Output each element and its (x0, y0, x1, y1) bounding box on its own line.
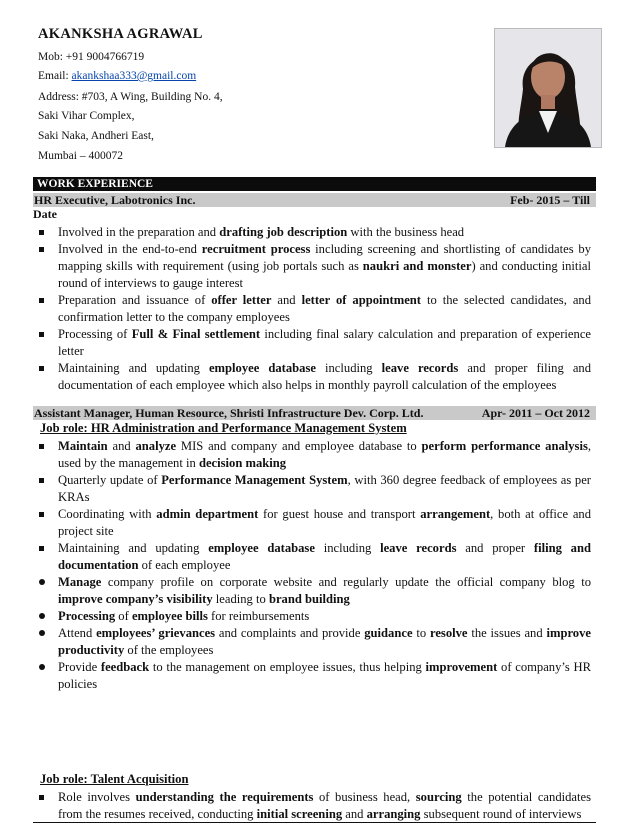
text: , with 360 degree feedback of employees as per KRAs (58, 473, 591, 504)
text: for guest house and transport (258, 507, 421, 521)
text: and proper filing and documentation of each employee which also helps in monthly payroll calculation of the employees (58, 361, 592, 392)
job-2-bullet (33, 608, 591, 625)
job-1-responsibilities (33, 224, 591, 394)
bold-text: perform performance analysis (421, 439, 588, 453)
text: leading to (212, 592, 269, 606)
bold-text: arranging (366, 807, 421, 821)
text: and proper (456, 541, 534, 555)
email-link[interactable]: akankshaa333@gmail.com (71, 70, 197, 82)
text: and complaints and provide (215, 626, 365, 640)
talent-acquisition-role: Job role: Talent Acquisition (40, 772, 189, 786)
text: Maintaining and updating (58, 361, 209, 375)
bold-text: filing and documentation (58, 541, 591, 572)
text: to the selected candidates, and confirmation letter to the company employees (58, 293, 591, 324)
bold-text: recruitment process (201, 242, 311, 256)
bold-text: decision making (198, 456, 287, 470)
bold-text: letter of appointment (301, 293, 421, 307)
job-1-dates-continued: Date (33, 207, 57, 221)
job-2-role: Job role: HR Administration and Performance Management System (40, 421, 407, 435)
bold-text: Performance Management System (161, 473, 348, 487)
bold-text: understanding the requirements (135, 790, 314, 804)
bold-text: guidance (364, 626, 413, 640)
job-2-title: Assistant Manager, Human Resource, Shristi Infrastructure Dev. Corp. Ltd. (34, 406, 424, 420)
email-label: Email: (38, 70, 72, 82)
candidate-name: AKANKSHA AGRAWAL (38, 26, 203, 42)
text: of the employees (124, 643, 214, 657)
mobile-number: Mob: +91 9004766719 (38, 51, 145, 63)
job-2-bullet (33, 659, 591, 693)
bold-text: improvement (425, 660, 498, 674)
text: Maintaining and updating (58, 541, 209, 555)
text: Preparation and issuance of (58, 293, 212, 307)
job-2-header (33, 406, 596, 420)
bold-text: employee database (208, 361, 316, 375)
bold-text: feedback (100, 660, 150, 674)
talent-acquisition-responsibilities (33, 789, 591, 823)
text: and (107, 439, 136, 453)
talent-acquisition-bullet (33, 789, 591, 823)
text: Attend (58, 626, 97, 640)
text: of (115, 609, 132, 623)
bold-text: brand building (268, 592, 350, 606)
bold-text: Processing (58, 609, 116, 623)
profile-photo (494, 28, 602, 148)
job-1-header (33, 193, 596, 207)
bold-text: naukri and monster (362, 259, 472, 273)
bold-text: employee database (208, 541, 315, 555)
text: with the business head (347, 225, 465, 239)
bold-text: leave records (381, 361, 459, 375)
bold-text: analyze (135, 439, 177, 453)
bold-text: improve company’s visibility (58, 592, 213, 606)
text: subsequent round of interviews (420, 807, 582, 821)
text: to the management on employee issues, thus helping (149, 660, 426, 674)
job-1-bullet (33, 292, 591, 326)
job-1-title: HR Executive, Labotronics Inc. (34, 193, 196, 207)
bold-text: employees’ grievances (96, 626, 216, 640)
email-line (38, 70, 196, 82)
text: , used by the management in (58, 439, 591, 470)
job-2-bullet (33, 438, 591, 472)
bold-text: arrangement (420, 507, 491, 521)
bold-text: drafting job description (219, 225, 348, 239)
bold-text: sourcing (415, 790, 462, 804)
job-1-bullet (33, 224, 591, 241)
work-experience-heading: WORK EXPERIENCE (33, 177, 596, 191)
text: including (314, 541, 381, 555)
job-2-bullet (33, 574, 591, 608)
text: including screening and shortlisting of candidates by mapping skills with requirement (using job portals such as (58, 242, 592, 273)
text: the potential candidates from the resumes received, conducting (58, 790, 591, 821)
job-1-bullet (33, 241, 591, 292)
text: including (315, 361, 382, 375)
text: Involved in the end-to-end (58, 242, 202, 256)
job-2-bullet (33, 506, 591, 540)
text: Quarterly update of (58, 473, 162, 487)
bold-text: Maintain (58, 439, 108, 453)
text: Coordinating with (58, 507, 157, 521)
text: , both at office and project site (58, 507, 591, 538)
text: of company’s HR policies (58, 660, 591, 691)
text: the issues and (467, 626, 547, 640)
address-line-4: Mumbai – 400072 (38, 150, 123, 162)
job-2-bullet (33, 540, 591, 574)
job-1-bullet (33, 326, 591, 360)
job-2-bullet (33, 472, 591, 506)
text: including final salary calculation and preparation of experience letter (58, 327, 592, 358)
bold-text: improve productivity (58, 626, 591, 657)
text: Role involves (58, 790, 136, 804)
text: company profile on corporate website and regularly update the official company blog to (101, 575, 591, 589)
text: of business head, (313, 790, 416, 804)
divider (33, 822, 596, 823)
text: and (342, 807, 367, 821)
text: of each employee (138, 558, 231, 572)
bold-text: resolve (429, 626, 468, 640)
text: ) and conducting initial round of interviews to gauge interest (58, 259, 591, 290)
text: Involved in the preparation and (58, 225, 220, 239)
bold-text: employee bills (131, 609, 208, 623)
job-2-dates: Apr- 2011 – Oct 2012 (481, 406, 590, 420)
job-1-bullet (33, 360, 591, 394)
text: Provide (58, 660, 101, 674)
job-1-dates: Feb- 2015 – Till (510, 193, 590, 207)
bold-text: offer letter (211, 293, 272, 307)
bold-text: initial screening (256, 807, 343, 821)
job-2-responsibilities (33, 438, 591, 693)
text: MIS and company and employee database to (176, 439, 422, 453)
address-line-1: Address: #703, A Wing, Building No. 4, (38, 91, 223, 103)
job-2-bullet (33, 625, 591, 659)
text: Processing of (58, 327, 132, 341)
bold-text: Manage (58, 575, 102, 589)
bold-text: leave records (380, 541, 457, 555)
text: to (412, 626, 430, 640)
text: for reimbursements (207, 609, 310, 623)
address-line-3: Saki Naka, Andheri East, (38, 130, 154, 142)
text: and (271, 293, 302, 307)
bold-text: admin department (156, 507, 259, 521)
address-line-2: Saki Vihar Complex, (38, 110, 135, 122)
bold-text: Full & Final settlement (131, 327, 261, 341)
